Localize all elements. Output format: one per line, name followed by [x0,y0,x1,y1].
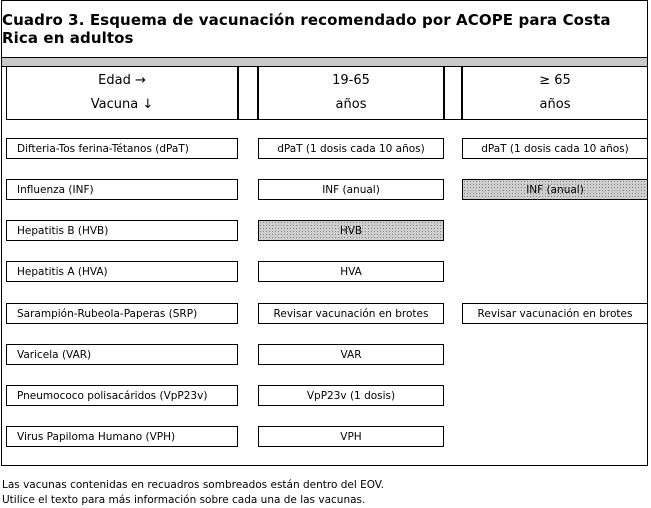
table-notes [2,478,384,508]
vaccine-label: Varicela (VAR) [6,344,238,365]
adult-age-range: 19-65 [332,73,370,88]
header-col-adult [258,66,444,120]
vaccine-label: Influenza (INF) [6,179,238,200]
vaccine-label: Hepatitis B (HVB) [6,220,238,241]
adult-schedule-cell: VAR [258,344,444,365]
senior-schedule-cell: dPaT (1 dosis cada 10 años) [462,138,648,159]
note-line: Las vacunas contenidas en recuadros sombreados están dentro del EOV. [2,479,384,491]
senior-age-range: ≥ 65 [539,73,571,88]
note-line: Utilice el texto para más información sobre cada una de las vacunas. [2,494,366,506]
vaccine-label: Sarampión-Rubeola-Paperas (SRP) [6,303,238,324]
senior-schedule-cell-shaded: INF (anual) [462,179,648,200]
adult-schedule-cell: VpP23v (1 dosis) [258,385,444,406]
table-title: Cuadro 3. Esquema de vacunación recomendado por ACOPE para Costa Rica en adultos [2,11,611,47]
adult-schedule-cell-shaded: HVB [258,220,444,241]
adult-schedule-cell: VPH [258,426,444,447]
header-gap [444,66,462,120]
table-frame [1,0,648,466]
vaccine-label: Virus Papiloma Humano (VPH) [6,426,238,447]
adult-schedule-cell: Revisar vacunación en brotes [258,303,444,324]
senior-schedule-cell: Revisar vacunación en brotes [462,303,648,324]
vaccine-label: Hepatitis A (HVA) [6,261,238,282]
adult-age-unit: años [335,97,367,112]
header-col-senior [462,66,648,120]
vaccine-label: Pneumococo polisacáridos (VpP23v) [6,385,238,406]
age-axis-label: Edad → [98,73,146,88]
vaccine-axis-label: Vacuna ↓ [90,97,154,112]
vaccine-label: Difteria-Tos ferina-Tétanos (dPaT) [6,138,238,159]
adult-schedule-cell: dPaT (1 dosis cada 10 años) [258,138,444,159]
header-corner [6,66,238,120]
senior-age-unit: años [539,97,571,112]
adult-schedule-cell: INF (anual) [258,179,444,200]
adult-schedule-cell: HVA [258,261,444,282]
header-gap [238,66,258,120]
